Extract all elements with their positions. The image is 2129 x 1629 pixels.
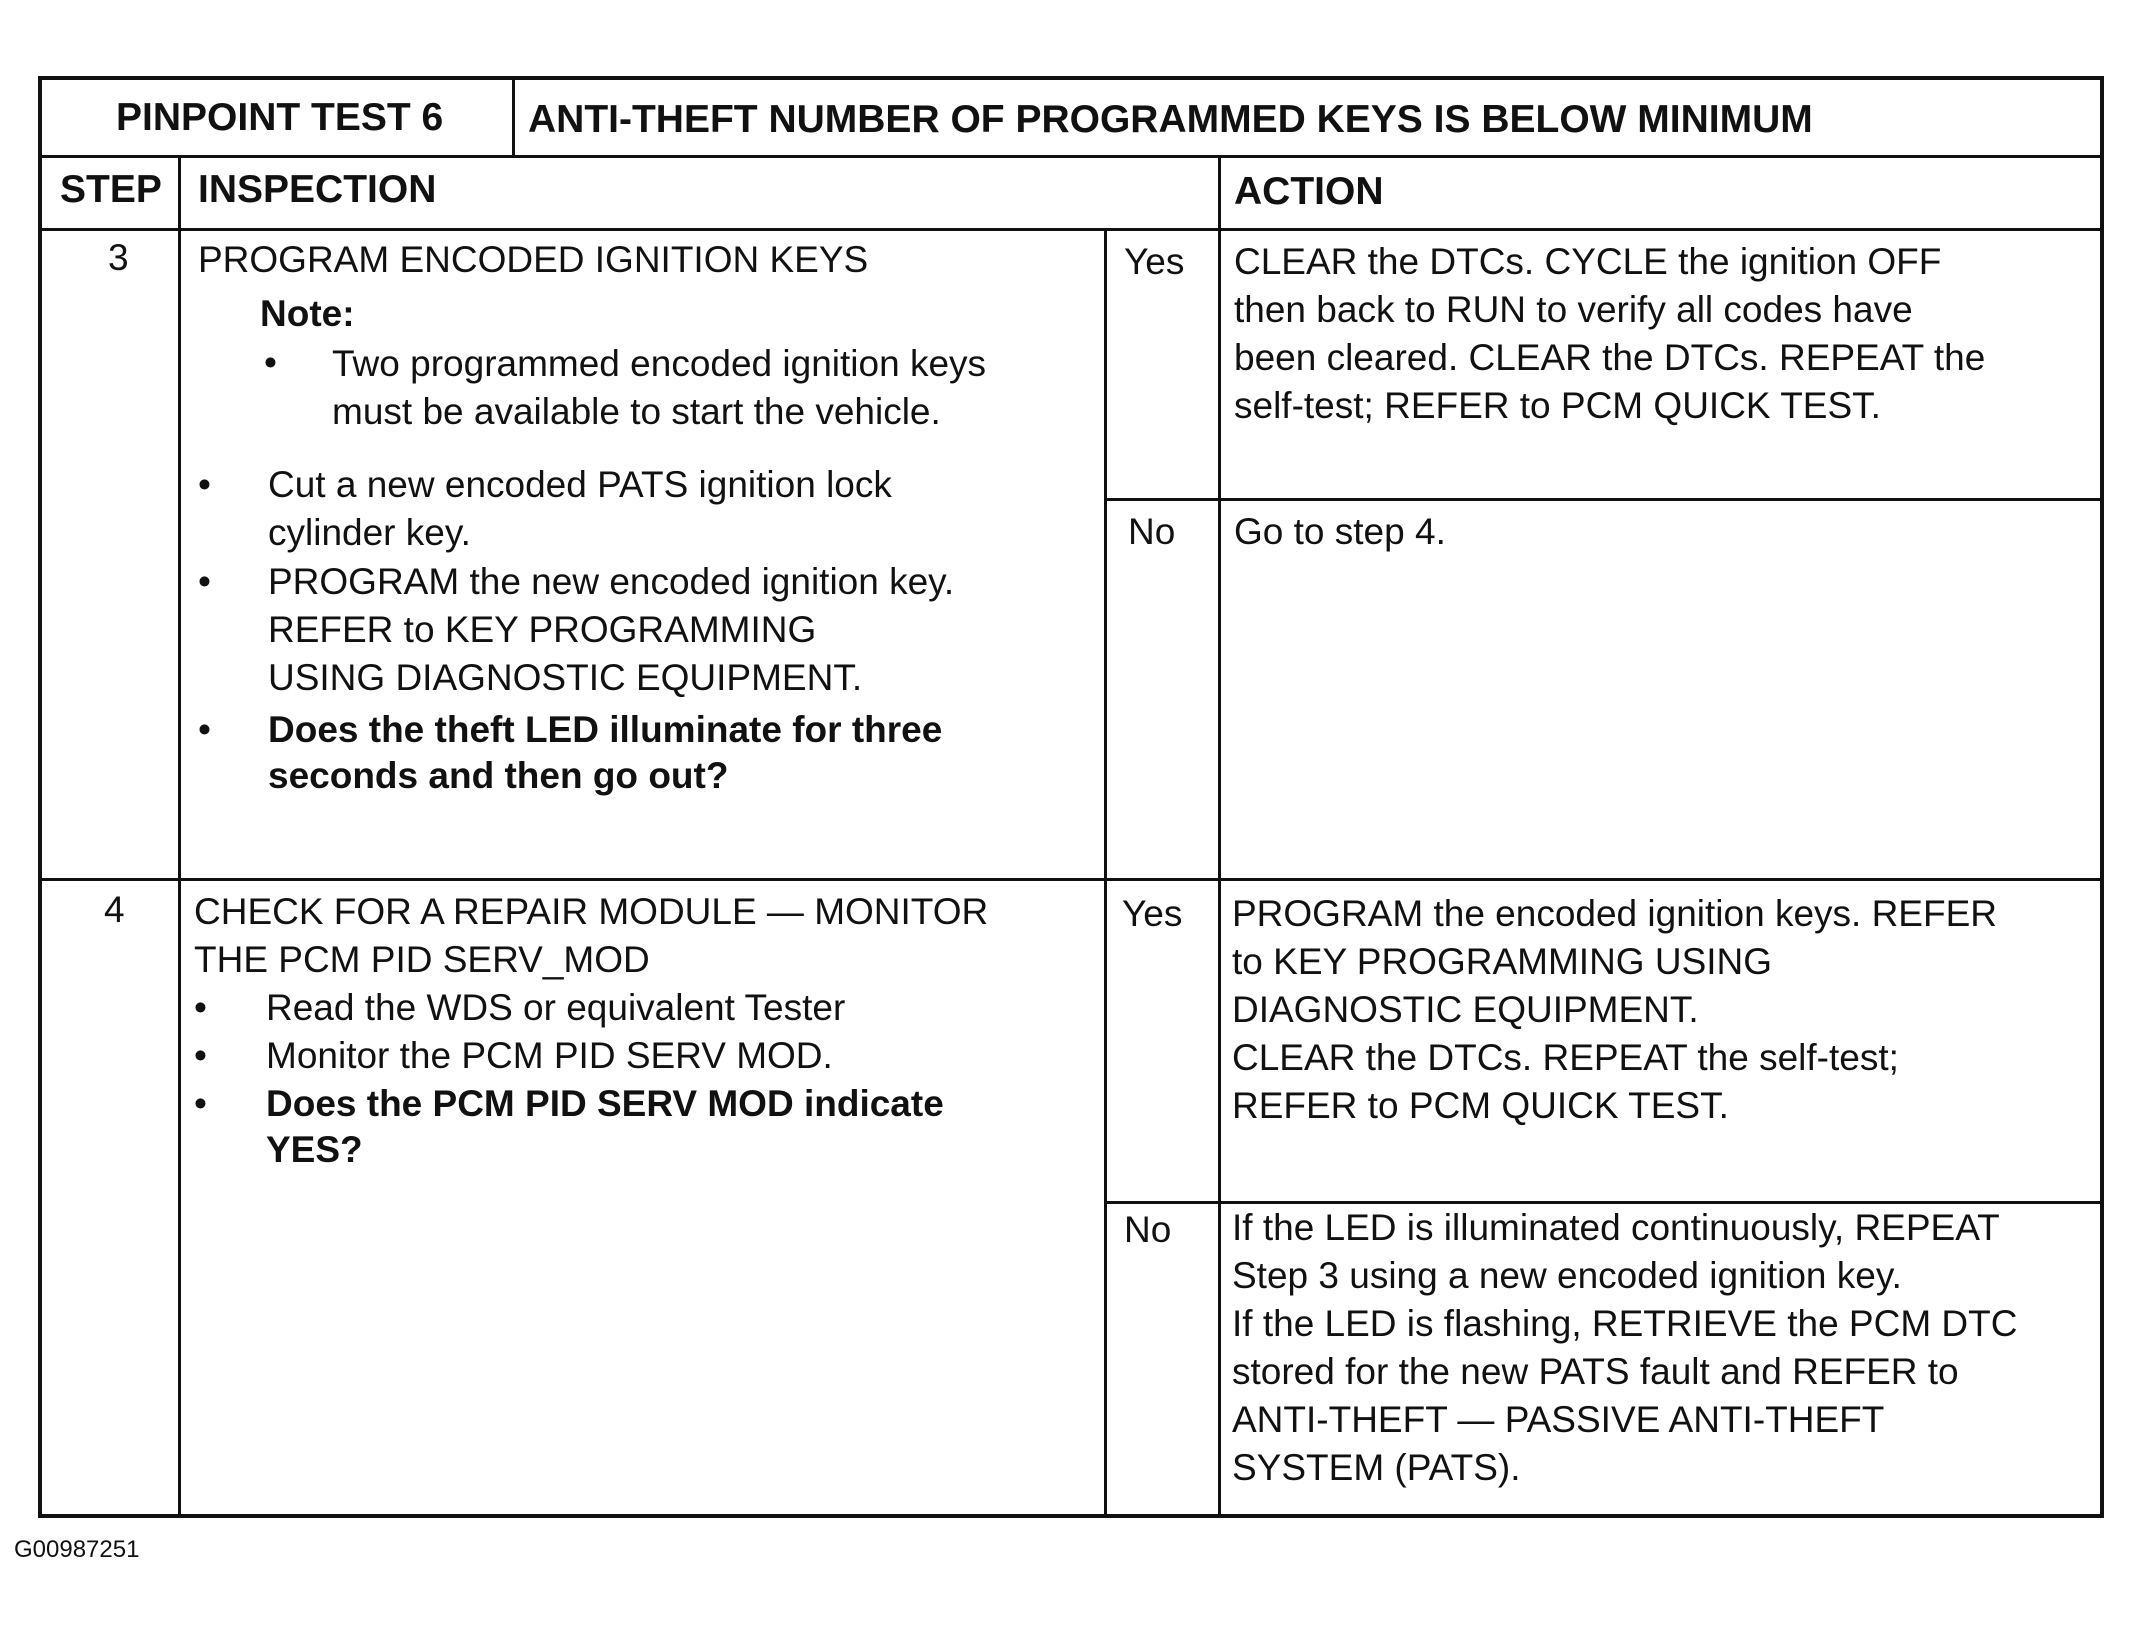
header-divider <box>42 155 2100 158</box>
step-4-no-action-line: Step 3 using a new encoded ignition key. <box>1232 1255 1902 1296</box>
step-4-yes-action-line: PROGRAM the encoded ignition keys. REFER <box>1232 893 1997 934</box>
step-4-number: 4 <box>104 889 125 930</box>
step-3-yes-action-line: self-test; REFER to PCM QUICK TEST. <box>1234 385 1881 426</box>
test-title: ANTI-THEFT NUMBER OF PROGRAMMED KEYS IS BELOW MINIMUM <box>528 98 1813 141</box>
step-4-yes-action-line: CLEAR the DTCs. REPEAT the self-test; <box>1232 1037 1899 1078</box>
step-4-bullet-1-line: Read the WDS or equivalent Tester <box>266 987 846 1028</box>
step-3-yes-action-line: been cleared. CLEAR the DTCs. REPEAT the <box>1234 337 1986 378</box>
header-title-divider <box>512 80 515 155</box>
step-4-bullet-3: • <box>194 1083 207 1124</box>
step-4-question-line: YES? <box>266 1129 363 1170</box>
test-label: PINPOINT TEST 6 <box>116 96 444 139</box>
step-4-yes-action-line: to KEY PROGRAMMING USING <box>1232 941 1773 982</box>
step-4-yes-label: Yes <box>1122 893 1183 934</box>
step-3-no-label: No <box>1128 511 1176 552</box>
step-4-title-line: CHECK FOR A REPAIR MODULE — MONITOR <box>194 891 989 932</box>
inspection-column-header: INSPECTION <box>198 168 437 211</box>
step-3-question-line: seconds and then go out? <box>268 755 729 796</box>
step-3-note-line: Two programmed encoded ignition keys <box>332 343 987 384</box>
step-3-no-action-line: Go to step 4. <box>1234 511 1446 552</box>
action-column-divider <box>1218 155 1221 1514</box>
step-3-yes-action-line: then back to RUN to verify all codes have <box>1234 289 1913 330</box>
step-4-yes-action-line: REFER to PCM QUICK TEST. <box>1232 1085 1729 1126</box>
step-3-yes-label: Yes <box>1124 241 1185 282</box>
pinpoint-test-table <box>38 76 2104 1518</box>
step-4-title-line: THE PCM PID SERV_MOD <box>194 939 650 980</box>
step-4-bullet-1: • <box>194 987 207 1028</box>
step-4-bullet-2-line: Monitor the PCM PID SERV MOD. <box>266 1035 833 1076</box>
step-3-bullet-1: • <box>198 464 211 505</box>
yes-no-column-divider <box>1104 228 1107 1514</box>
step-3-bullet-2-line: REFER to KEY PROGRAMMING <box>268 609 817 650</box>
step3-yes-no-divider <box>1104 498 2100 501</box>
step-4-no-action-line: If the LED is illuminated continuously, REPEAT <box>1232 1207 2000 1248</box>
step-4-no-action-line: SYSTEM (PATS). <box>1232 1447 1521 1488</box>
step-4-question-line: Does the PCM PID SERV MOD indicate <box>266 1083 944 1124</box>
step-column-divider <box>178 155 181 1514</box>
step-4-no-action-line: ANTI-THEFT — PASSIVE ANTI-THEFT <box>1232 1399 1885 1440</box>
step-column-header: STEP <box>60 168 162 211</box>
step-3-note-label: Note: <box>260 293 355 334</box>
figure-id: G00987251 <box>14 1536 140 1563</box>
step-4-no-label: No <box>1124 1209 1172 1250</box>
step-3-bullet-1-line: cylinder key. <box>268 512 471 553</box>
step-3-bullet-2-line: USING DIAGNOSTIC EQUIPMENT. <box>268 657 863 698</box>
action-column-header: ACTION <box>1234 170 1384 213</box>
step-4-no-action-line: If the LED is flashing, RETRIEVE the PCM DTC <box>1232 1303 2018 1344</box>
step-3-bullet-2: • <box>198 561 211 602</box>
step-3-yes-action-line: CLEAR the DTCs. CYCLE the ignition OFF <box>1234 241 1942 282</box>
step-3-question-line: Does the theft LED illuminate for three <box>268 709 943 750</box>
row-divider <box>42 878 2100 881</box>
step-4-yes-action-line: DIAGNOSTIC EQUIPMENT. <box>1232 989 1699 1030</box>
step-3-note-line: must be available to start the vehicle. <box>332 391 941 432</box>
note-bullet: • <box>264 342 277 383</box>
step-3-bullet-2-line: PROGRAM the new encoded ignition key. <box>268 561 955 602</box>
step-3-bullet-3: • <box>198 709 211 750</box>
step-4-bullet-2: • <box>194 1035 207 1076</box>
step-3-bullet-1-line: Cut a new encoded PATS ignition lock <box>268 464 892 505</box>
column-header-divider <box>42 228 2100 231</box>
step-3-number: 3 <box>108 237 129 278</box>
step-3-title: PROGRAM ENCODED IGNITION KEYS <box>198 239 869 280</box>
step-4-no-action-line: stored for the new PATS fault and REFER to <box>1232 1351 1959 1392</box>
